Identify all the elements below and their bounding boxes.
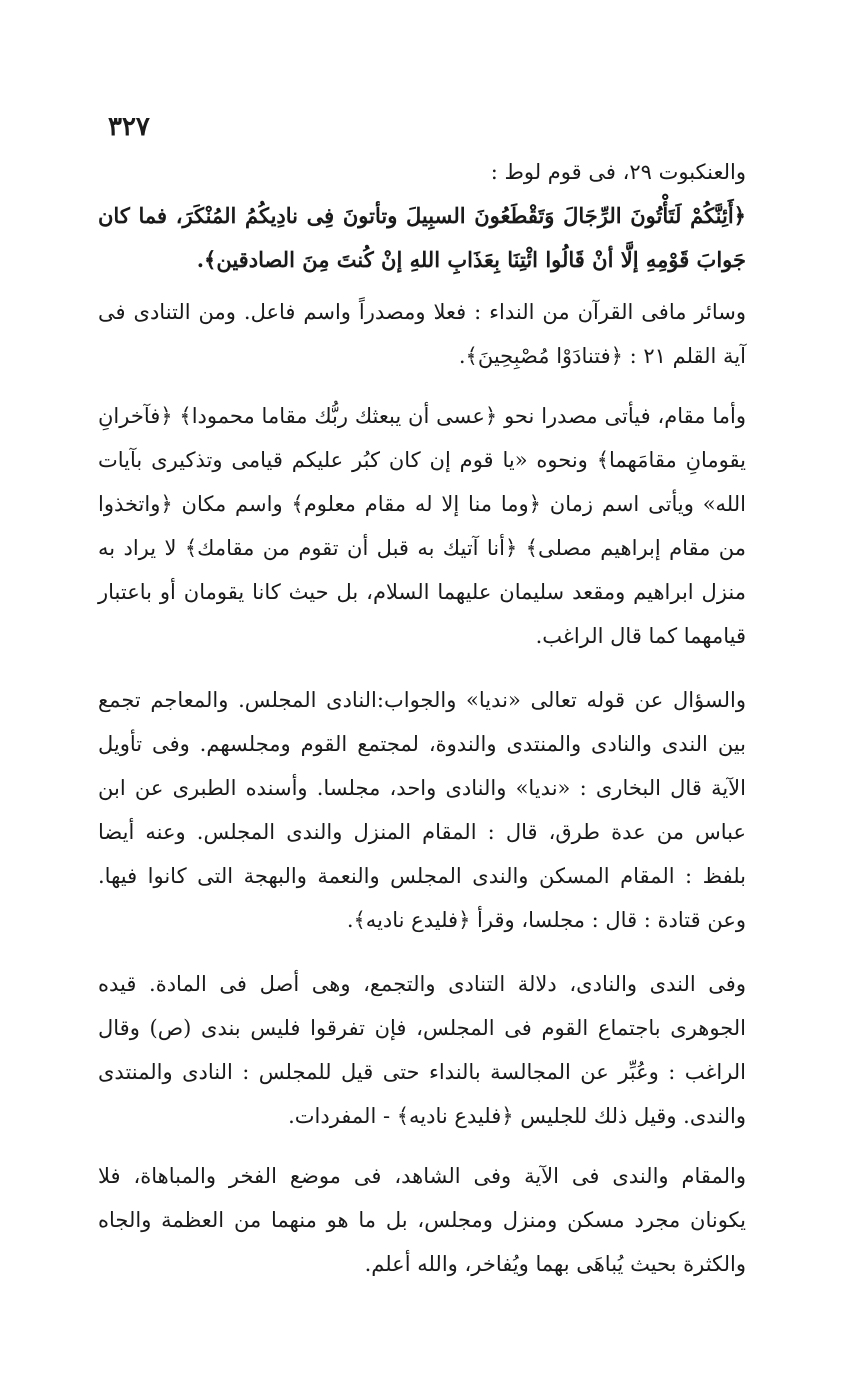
paragraph-nadiy: والسؤال عن قوله تعالى «نديا» والجواب:النادى المجلس. والمعاجم تجمع بين الندى والنادى والمنتدى والندوة، لمجتمع القوم ومجلسهم. وفى تأويل الآية قال البخارى : «نديا» والنادى واحد، مجلسا. وأسنده الطبرى عن ابن عباس من عدة طرق، قال : المقام المنزل والندى المجلس. وعنه أيضا بلفظ : المقام المسكن والندى المجلس والنعمة والبهجة التى كانوا فيها. وعن قتادة : قال : مجلسا، وقرأ ﴿فليدع ناديه﴾. [98, 688, 746, 932]
page-body [98, 150, 746, 1286]
paragraph-intro: والعنكبوت ٢٩، فى قوم لوط : [490, 160, 746, 184]
paragraph-maqam: وأما مقام، فيأتى مصدرا نحو ﴿عسى أن يبعثك ربُّك مقاما محمودا﴾ ﴿فآخرانِ يقومانِ مقامَهما﴾ ونحوه «يا قوم إن كان كبُر عليكم قيامى وتذكيرى بآيات الله» ويأتى اسم زمان ﴿وما منا إلا له مقام معلوم﴾ واسم مكان ﴿واتخذوا من مقام إبراهيم مصلى﴾ ﴿أنا آتيك به قبل أن تقوم من مقامك﴾ لا يراد به منزل ابراهيم ومقعد سليمان عليهما السلام، بل حيث كانا يقومان أو باعتبار قيامهما كما قال الراغب. [98, 404, 746, 648]
paragraph-gap [98, 942, 746, 962]
page-number: ٣٢٧ [108, 112, 150, 142]
paragraph-conclusion: والمقام والندى فى الآية وفى الشاهد، فى موضع الفخر والمباهاة، فلا يكونان مجرد مسكن ومنزل ومجلس، بل ما هو منهما من العظمة والجاه والكثرة بحيث يُباهَى بهما ويُفاخر، والله أعلم. [98, 1164, 746, 1276]
paragraph-nadi-tajammu: وفى الندى والنادى، دلالة التنادى والتجمع، وهى أصل فى المادة. قيده الجوهرى باجتماع القوم فى المجلس، فإن تفرقوا فليس بندى (ص) وقال الراغب : وعُبِّر عن المجالسة بالنداء حتى قيل للمجلس : النادى والمنتدى والندى. وقيل ذلك للجليس ﴿فليدع ناديه﴾ - المفردات. [98, 972, 746, 1128]
paragraph-gap [98, 378, 746, 394]
paragraph-nida: وسائر مافى القرآن من النداء : فعلا ومصدراً واسم فاعل. ومن التنادى فى آية القلم ٢١ : ﴿فتنادَوْا مُصْبِحِينَ﴾. [98, 300, 746, 368]
paragraph-gap [98, 1138, 746, 1154]
paragraph-gap [98, 658, 746, 678]
paragraph-gap [98, 282, 746, 290]
paragraph-quran-verse: ﴿أَئِنَّكُمْ لَتَأْتُونَ الرِّجَالَ وَتَقْطَعُونَ السبِيلَ وتأتونَ فِى نادِيكُمُ المُنْكَرَ، فما كان جَوابَ قَوْمِهِ إلَّا أنْ قَالُوا ائْتِنَا بِعَذَابِ اللهِ إنْ كُنتَ مِنَ الصادقين﴾. [98, 203, 746, 272]
